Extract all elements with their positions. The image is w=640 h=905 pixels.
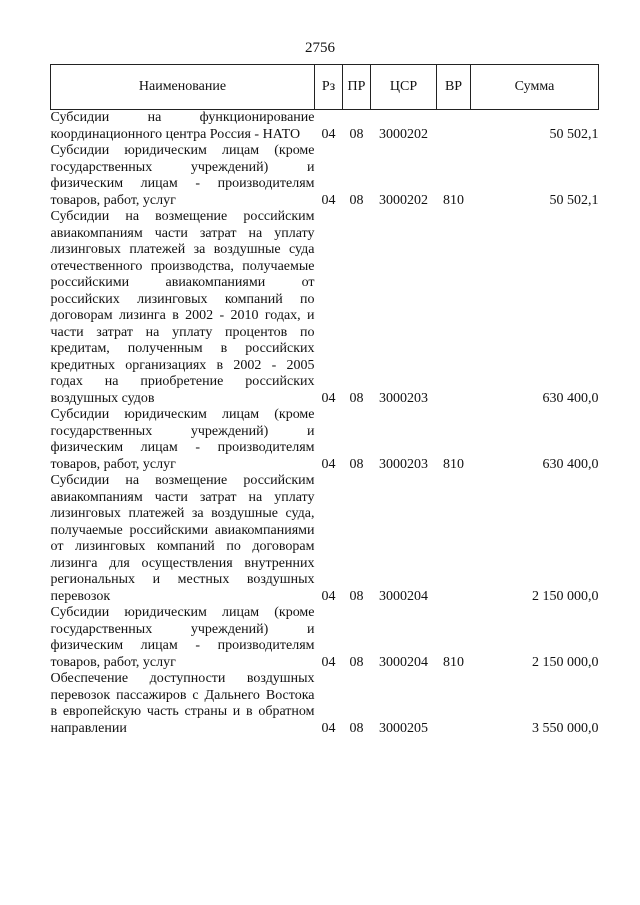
row-csr: 3000204 [379, 654, 428, 670]
row-vr [437, 110, 471, 144]
header-pr: ПР [343, 65, 371, 110]
row-pr: 08 [349, 192, 364, 208]
table-row [51, 605, 599, 671]
header-vr: ВР [437, 65, 471, 110]
row-pr: 08 [349, 654, 364, 670]
row-name: Субсидии на возмещение российским авиакомпаниям части затрат на уплату лизинговых платежей за воздушные суда, получаемые российскими авиакомпаниями от лизинговых компаний по договорам лизинга для осуществления внутренних региональных и местных воздушных перевозок [50, 473, 315, 604]
row-csr: 3000202 [379, 126, 428, 142]
row-vr: 810 [443, 456, 464, 472]
row-sum: 3 550 000,0 [532, 720, 599, 736]
row-csr: 3000202 [379, 192, 428, 208]
header-csr: ЦСР [371, 65, 437, 110]
row-pr: 08 [349, 390, 364, 406]
row-pr: 08 [349, 126, 364, 142]
table-row [51, 671, 599, 737]
row-rz: 04 [321, 126, 336, 142]
table-row [51, 110, 599, 144]
row-csr: 3000205 [379, 720, 428, 736]
table-row [51, 209, 599, 407]
row-csr: 3000204 [379, 588, 428, 604]
budget-table [50, 64, 599, 737]
table-row [51, 473, 599, 605]
row-pr: 08 [349, 588, 364, 604]
table-header [51, 65, 599, 110]
row-sum: 2 150 000,0 [532, 588, 599, 604]
row-vr [437, 671, 471, 737]
row-name: Субсидии на возмещение российским авиакомпаниям части затрат на уплату лизинговых платежей за воздушные суда отечественного производства, получаемые российскими авиакомпаниями от российских лизинговых компаний по договорам лизинга в 2002 - 2010 годах, и части затрат на уплату процентов по кредитам, полученным в российских кредитных организациях в 2002 - 2005 годах на приобретение российских воздушных судов [50, 209, 315, 406]
row-name: Обеспечение доступности воздушных перевозок пассажиров с Дальнего Востока в европейскую часть страны и в обратном направлении [50, 671, 315, 736]
row-rz: 04 [321, 588, 336, 604]
row-sum: 50 502,1 [549, 126, 599, 142]
row-pr: 08 [349, 720, 364, 736]
row-vr [437, 473, 471, 605]
row-vr [437, 209, 471, 407]
row-sum: 50 502,1 [549, 192, 599, 208]
header-sum: Сумма [471, 65, 599, 110]
row-rz: 04 [321, 390, 336, 406]
row-vr: 810 [443, 192, 464, 208]
header-rz: Рз [315, 65, 343, 110]
row-name: Субсидии на функционирование координационного центра Россия - НАТО [50, 110, 315, 142]
row-rz: 04 [321, 192, 336, 208]
row-sum: 630 400,0 [542, 456, 599, 472]
header-name: Наименование [51, 65, 315, 110]
table-row [51, 407, 599, 473]
row-rz: 04 [321, 720, 336, 736]
row-pr: 08 [349, 456, 364, 472]
row-name: Субсидии юридическим лицам (кроме государственных учреждений) и физическим лицам - производителям товаров, работ, услуг [50, 605, 315, 670]
table-row [51, 143, 599, 209]
row-sum: 630 400,0 [542, 390, 599, 406]
row-csr: 3000203 [379, 390, 428, 406]
row-sum: 2 150 000,0 [532, 654, 599, 670]
row-vr: 810 [443, 654, 464, 670]
row-rz: 04 [321, 654, 336, 670]
page-number: 2756 [305, 40, 335, 56]
row-name: Субсидии юридическим лицам (кроме государственных учреждений) и физическим лицам - производителям товаров, работ, услуг [50, 143, 315, 208]
row-name: Субсидии юридическим лицам (кроме государственных учреждений) и физическим лицам - производителям товаров, работ, услуг [50, 407, 315, 472]
row-csr: 3000203 [379, 456, 428, 472]
row-rz: 04 [321, 456, 336, 472]
